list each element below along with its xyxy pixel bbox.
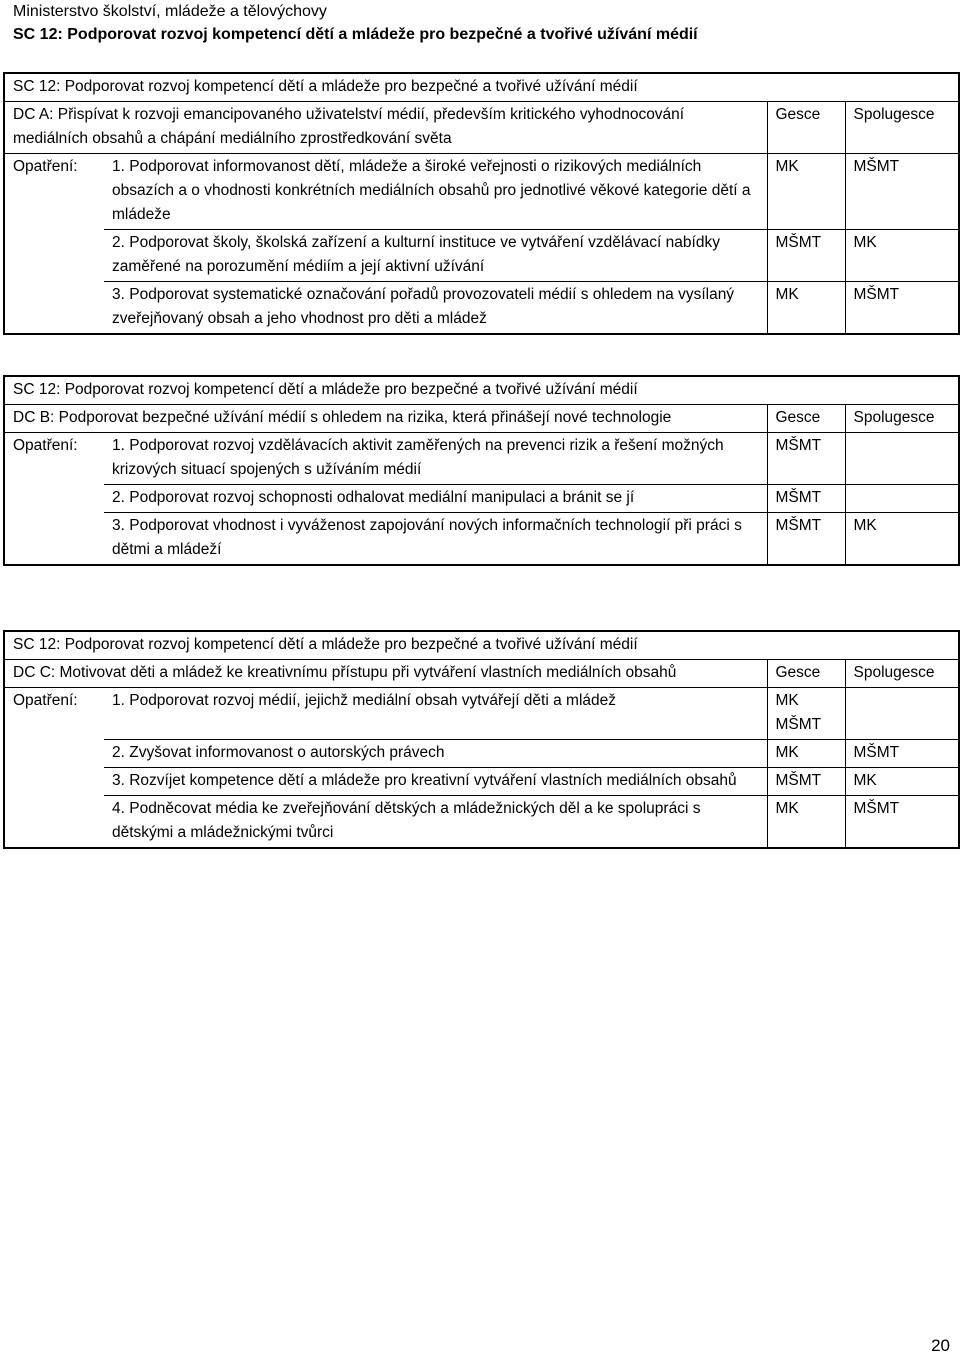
measure-gesce: MŠMT <box>767 485 845 513</box>
gesce-header: Gesce <box>767 102 845 154</box>
measure-spolugesce: MŠMT <box>845 740 959 768</box>
strategic-goal-heading: SC 12: Podporovat rozvoj kompetencí dětí a mládeže pro bezpečné a tvořivé užívání médií <box>4 631 959 660</box>
measure-spolugesce: MK <box>853 517 877 534</box>
measure-item: 4. Podněcovat média ke zveřejňování dětských a mládežnických děl a ke spolupráci s dětskými a mládežnickými tvůrci <box>112 800 701 841</box>
measure-spolugesce: MŠMT <box>853 286 900 303</box>
measure-spolugesce <box>845 433 959 485</box>
gesce-header: Gesce <box>767 660 845 688</box>
measure-item: 1. Podporovat rozvoj médií, jejichž mediální obsah vytvářejí děti a mládež <box>104 688 767 740</box>
measure-item: 3. Podporovat systematické označování pořadů provozovateli médií s ohledem na vysílaný zveřejňovaný obsah a jeho vhodnost pro děti a mládež <box>112 286 735 327</box>
measure-item: 1. Podporovat rozvoj vzdělávacích aktivit zaměřených na prevenci rizik a řešení možných krizových situací spojených s užíváním médií <box>104 433 767 485</box>
sub-goal-text: DC B: Podporovat bezpečné užívání médií s ohledem na rizika, která přinášejí nové technologie <box>4 405 767 433</box>
measure-gesce: MK <box>767 796 845 849</box>
page-title: SC 12: Podporovat rozvoj kompetencí dětí a mládeže pro bezpečné a tvořivé užívání médií <box>13 26 698 43</box>
measure-label: Opatření: <box>13 158 78 175</box>
measure-gesce: MŠMT <box>767 513 845 566</box>
goal-table-b <box>3 375 960 566</box>
strategic-goal-heading: SC 12: Podporovat rozvoj kompetencí dětí a mládeže pro bezpečné a tvořivé užívání médií <box>4 73 959 102</box>
page-number: 20 <box>931 1336 950 1355</box>
measure-gesce: MK <box>767 282 845 335</box>
spolugesce-header: Spolugesce <box>845 102 959 154</box>
measure-item: 3. Podporovat vhodnost i vyváženost zapojování nových informačních technologií při práci s dětmi a mládeží <box>112 517 742 558</box>
goal-table-c <box>3 630 960 849</box>
page-header <box>13 0 943 46</box>
measure-item: 2. Zvyšovat informovanost o autorských právech <box>104 740 767 768</box>
measure-gesce: MK <box>767 740 845 768</box>
measure-gesce: MŠMT <box>767 433 845 485</box>
measure-spolugesce: MK <box>845 230 959 282</box>
measure-item: 2. Podporovat rozvoj schopnosti odhalovat mediální manipulaci a bránit se jí <box>104 485 767 513</box>
measure-spolugesce: MK <box>845 768 959 796</box>
measure-spolugesce: MŠMT <box>845 154 959 230</box>
measure-item: 1. Podporovat informovanost dětí, mládeže a široké veřejnosti o rizikových mediálních obsazích a o vhodnosti konkrétních mediálních obsahů pro jednotlivé věkové kategorie dětí a mládeže <box>104 154 767 230</box>
measure-label: Opatření: <box>13 437 78 454</box>
measure-gesce: MK MŠMT <box>767 688 845 740</box>
spolugesce-header: Spolugesce <box>845 660 959 688</box>
gesce-header: Gesce <box>767 405 845 433</box>
sub-goal-text: DC C: Motivovat děti a mládež ke kreativnímu přístupu při vytváření vlastních mediálních obsahů <box>4 660 767 688</box>
measure-label: Opatření: <box>13 692 78 709</box>
measure-gesce: MŠMT <box>767 230 845 282</box>
sub-goal-text: DC A: Přispívat k rozvoji emancipovaného uživatelství médií, především kritického vyhodnocování mediálních obsahů a chápání mediálního zprostředkování světa <box>4 102 767 154</box>
measure-gesce: MK <box>767 154 845 230</box>
measure-item: 2. Podporovat školy, školská zařízení a kulturní instituce ve vytváření vzdělávací nabídky zaměřené na porozumění médiím a její aktivní užívání <box>104 230 767 282</box>
measure-gesce: MŠMT <box>767 768 845 796</box>
ministry-name: Ministerstvo školství, mládeže a tělovýchovy <box>13 3 327 20</box>
measure-item: 3. Rozvíjet kompetence dětí a mládeže pro kreativní vytváření vlastních mediálních obsahů <box>104 768 767 796</box>
measure-spolugesce <box>845 485 959 513</box>
spolugesce-header: Spolugesce <box>845 405 959 433</box>
measure-spolugesce: MŠMT <box>853 800 900 817</box>
goal-table-a <box>3 72 960 335</box>
measure-spolugesce <box>845 688 959 740</box>
strategic-goal-heading: SC 12: Podporovat rozvoj kompetencí dětí a mládeže pro bezpečné a tvořivé užívání médií <box>4 376 959 405</box>
